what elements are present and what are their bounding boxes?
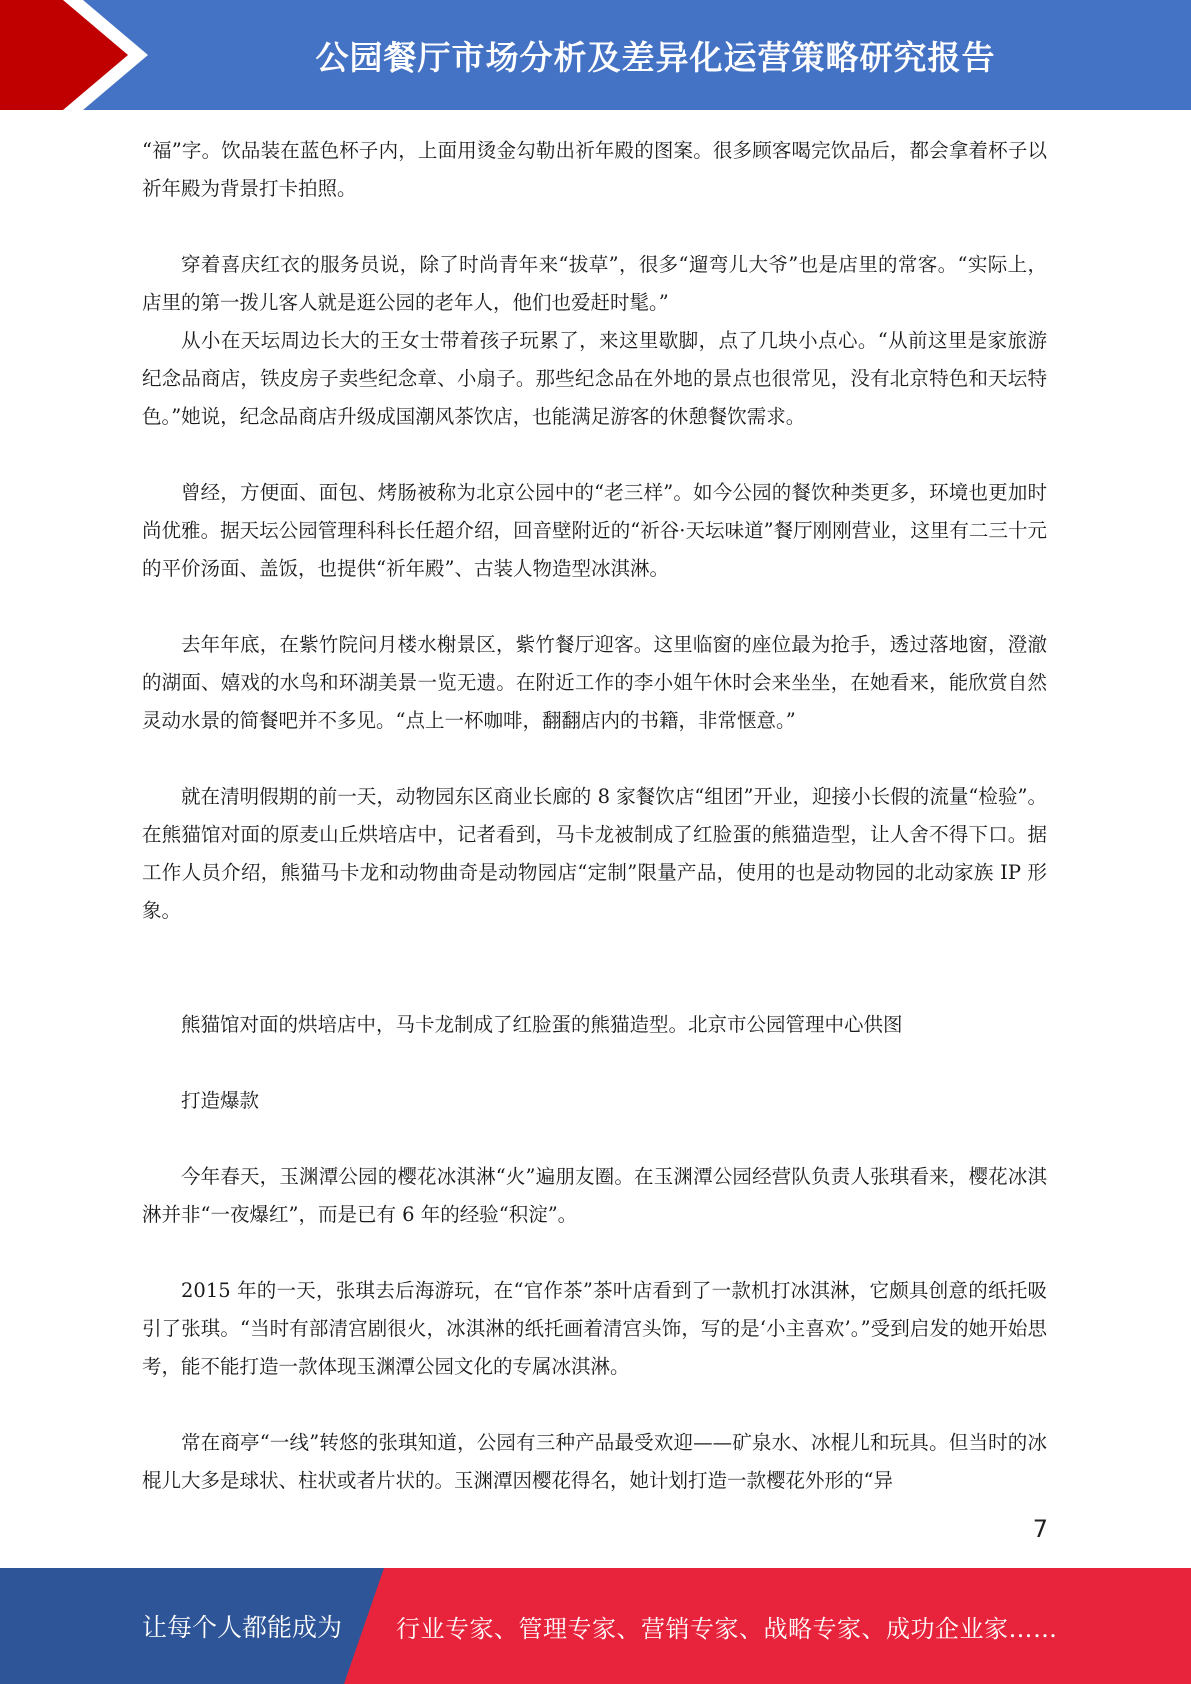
- page-header: [0, 0, 1191, 110]
- image-caption: 熊猫馆对面的烘培店中，马卡龙制成了红脸蛋的熊猫造型。北京市公园管理中心供图: [181, 1013, 903, 1036]
- paragraph-2015-story: 2015 年的一天，张琪去后海游玩，在“官作茶”茶叶店看到了一款机打冰淇淋，它颇具创意的纸托吸引了张琪。“当时有部清宫剧很火，冰淇淋的纸托画着清宫头饰，写的是‘小主喜欢’。”受到启发的她开始思考，能不能打造一款体现玉渊潭公园文化的专属冰淇淋。: [142, 1279, 1047, 1378]
- section-heading: 打造爆款: [181, 1089, 260, 1112]
- article-body: [142, 132, 1047, 1500]
- paragraph-zoo-shops: 就在清明假期的前一天，动物园东区商业长廊的 8 家餐饮店“组团”开业，迎接小长假的流量“检验”。在熊猫馆对面的原麦山丘烘培店中，记者看到，马卡龙被制成了红脸蛋的熊猫造型，让人舍不得下口。据工作人员介绍，熊猫马卡龙和动物曲奇是动物园店“定制”限量产品，使用的也是动物园的北动家族 IP 形象。: [142, 785, 1047, 922]
- footer-slogan-left: 让每个人都能成为: [142, 1613, 343, 1642]
- paragraph-popular-products: 常在商亭“一线”转悠的张琪知道，公园有三种产品最受欢迎——矿泉水、冰棍儿和玩具。但当时的冰棍儿大多是球状、柱状或者片状的。玉渊潭因樱花得名，她计划打造一款樱花外形的“异: [142, 1431, 1047, 1492]
- page-number: 7: [1032, 1515, 1048, 1543]
- paragraph-continuation: “福”字。饮品装在蓝色杯子内，上面用烫金勾勒出祈年殿的图案。很多顾客喝完饮品后，都会拿着杯子以祈年殿为背景打卡拍照。: [142, 139, 1047, 200]
- page-footer: [0, 1568, 1191, 1684]
- paragraph-zizhu-restaurant: 去年年底，在紫竹院问月楼水榭景区，紫竹餐厅迎客。这里临窗的座位最为抢手，透过落地窗，澄澈的湖面、嬉戏的水鸟和环湖美景一览无遗。在附近工作的李小姐午休时会来坐坐，在她看来，能欣赏自然灵动水景的简餐吧并不多见。“点上一杯咖啡，翻翻店内的书籍，非常惬意。”: [142, 633, 1047, 732]
- paragraph-sakura-icecream: 今年春天，玉渊潭公园的樱花冰淇淋“火”遍朋友圈。在玉渊潭公园经营队负责人张琪看来，樱花冰淇淋并非“一夜爆红”，而是已有 6 年的经验“积淀”。: [142, 1165, 1047, 1226]
- report-title: 公园餐厅市场分析及差异化运营策略研究报告: [315, 37, 996, 77]
- paragraph-old-three: 曾经，方便面、面包、烤肠被称为北京公园中的“老三样”。如今公园的餐饮种类更多，环境也更加时尚优雅。据天坛公园管理科科长任超介绍，回音壁附近的“祈谷·天坛味道”餐厅刚刚营业，这里有二三十元的平价汤面、盖饭，也提供“祈年殿”、古装人物造型冰淇淋。: [142, 481, 1047, 580]
- paragraph-waiter-quote: 穿着喜庆红衣的服务员说，除了时尚青年来“拔草”，很多“遛弯儿大爷”也是店里的常客。“实际上，店里的第一拨儿客人就是逛公园的老年人，他们也爱赶时髦。”: [142, 253, 1047, 314]
- footer-slogan-right: 行业专家、管理专家、营销专家、战略专家、成功企业家……: [396, 1614, 1058, 1643]
- paragraph-ms-wang: 从小在天坛周边长大的王女士带着孩子玩累了，来这里歇脚，点了几块小点心。“从前这里是家旅游纪念品商店，铁皮房子卖些纪念章、小扇子。那些纪念品在外地的景点也很常见，没有北京特色和天坛特色。”她说，纪念品商店升级成国潮风茶饮店，也能满足游客的休憩餐饮需求。: [142, 329, 1047, 428]
